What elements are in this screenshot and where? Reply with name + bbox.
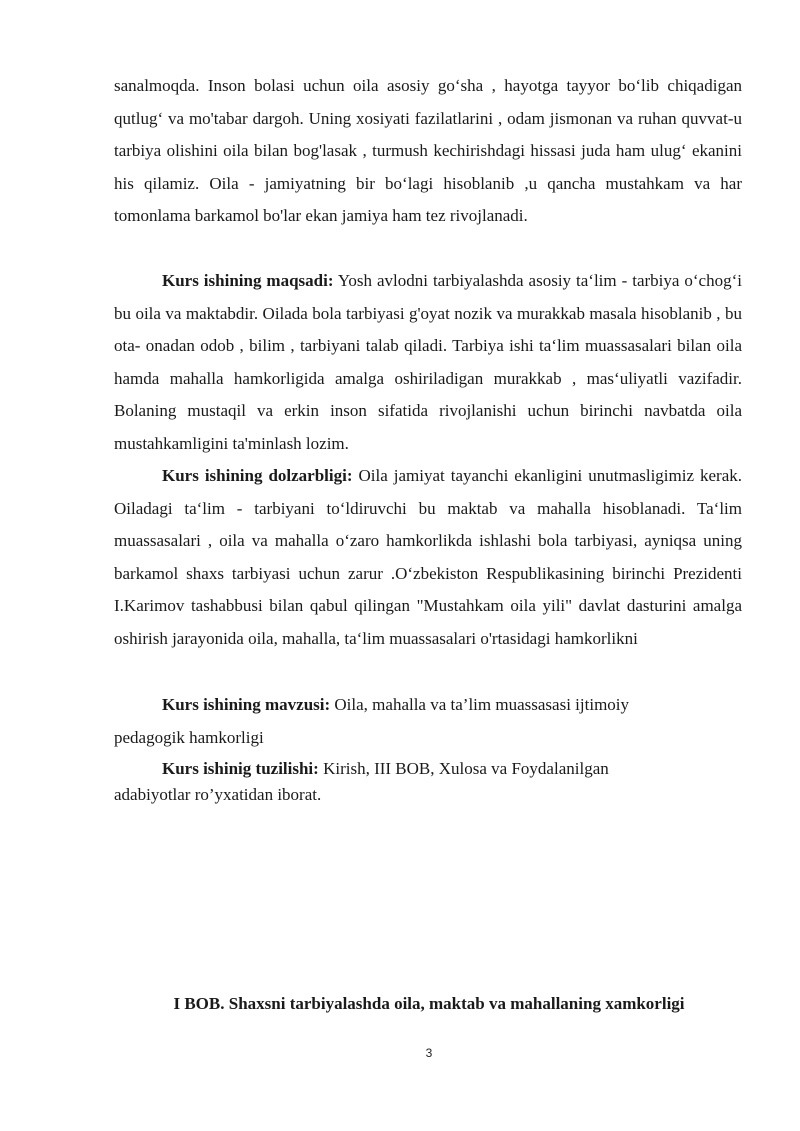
topic-paragraph-block <box>114 689 704 754</box>
relevance-paragraph <box>114 460 742 656</box>
goal-label: Kurs ishining maqsadi: <box>162 271 334 290</box>
goal-paragraph <box>114 265 742 461</box>
chapter-heading: I BOB. Shaxsni tarbiyalashda oila, maktab va mahallaning xamkorligi <box>173 994 685 1013</box>
intro-paragraph-block <box>114 70 742 233</box>
page-number: 3 <box>425 1046 433 1060</box>
relevance-text: Oila jamiyat tayanchi ekanligini unutmasligimiz kerak. Oiladagi ta‘lim - tarbiyani to‘ldiruvchi bu maktab va mahalla hisoblanadi. Ta‘lim muassasalari , oila va mahalla o‘zaro hamkorlikda ishlashi bola tarbiyasi, ayniqsa uning barkamol shaxs tarbiyasi uchun zarur .O‘zbekiston Respublikasining birinchi Prezidenti I.Karimov tashabbusi bilan qabul qilingan "Mustahkam oila yili" davlat dasturini amalga oshirish jarayonida oila, mahalla, ta‘lim muassasalari o'rtasidagi hamkorlikni <box>114 466 742 648</box>
relevance-paragraph-block <box>114 460 742 656</box>
topic-label: Kurs ishining mavzusi: <box>162 695 331 714</box>
goal-text: Yosh avlodni tarbiyalashda asosiy ta‘lim - tarbiya o‘chog‘i bu oila va maktabdir. Oilada bola tarbiyasi g'oyat nozik va murakkab masala hisoblanib , bu ota- onadan odob , bilim , tarbiyani talab qiladi. Tarbiya ishi ta‘lim muassasalari bilan oila hamda mahalla hamkorligida amalga oshiriladigan murakkab , mas‘uliyatli vazifadir. Bolaning mustaqil va erkin inson sifatida rivojlanishi uchun birinchi navbatda oila mustahkamligini ta'minlash lozim. <box>114 271 742 453</box>
goal-paragraph-block <box>114 265 742 461</box>
intro-paragraph: sanalmoqda. Inson bolasi uchun oila asosiy go‘sha , hayotga tayyor bo‘lib chiqadigan qutlug‘ va mo'tabar dargoh. Uning xosiyati fazilatlarini , odam jismonan va ruhan quvvat-u tarbiya olishini oila bilan bog'lasak , turmush kechirishdagi hissasi juda ham ulug‘ ekanini his qilamiz. Oila - jamiyatning bir bo‘lagi hisoblanib ,u qancha mustahkam va har tomonlama barkamol bo'lar ekan jamiya ham tez rivojlanadi. <box>114 76 742 226</box>
structure-label: Kurs ishinig tuzilishi: <box>162 759 319 778</box>
topic-text: Oila, mahalla va ta’lim muassasasi ijtimoiy pedagogik hamkorligi <box>114 695 630 747</box>
topic-paragraph <box>114 689 704 754</box>
structure-text: Kirish, III BOB, Xulosa va Foydalanilgan adabiyotlar ro’yxatidan iborat. <box>114 759 609 804</box>
relevance-label: Kurs ishining dolzarbligi: <box>162 466 353 485</box>
structure-paragraph-block <box>114 756 674 808</box>
structure-paragraph <box>114 756 674 808</box>
